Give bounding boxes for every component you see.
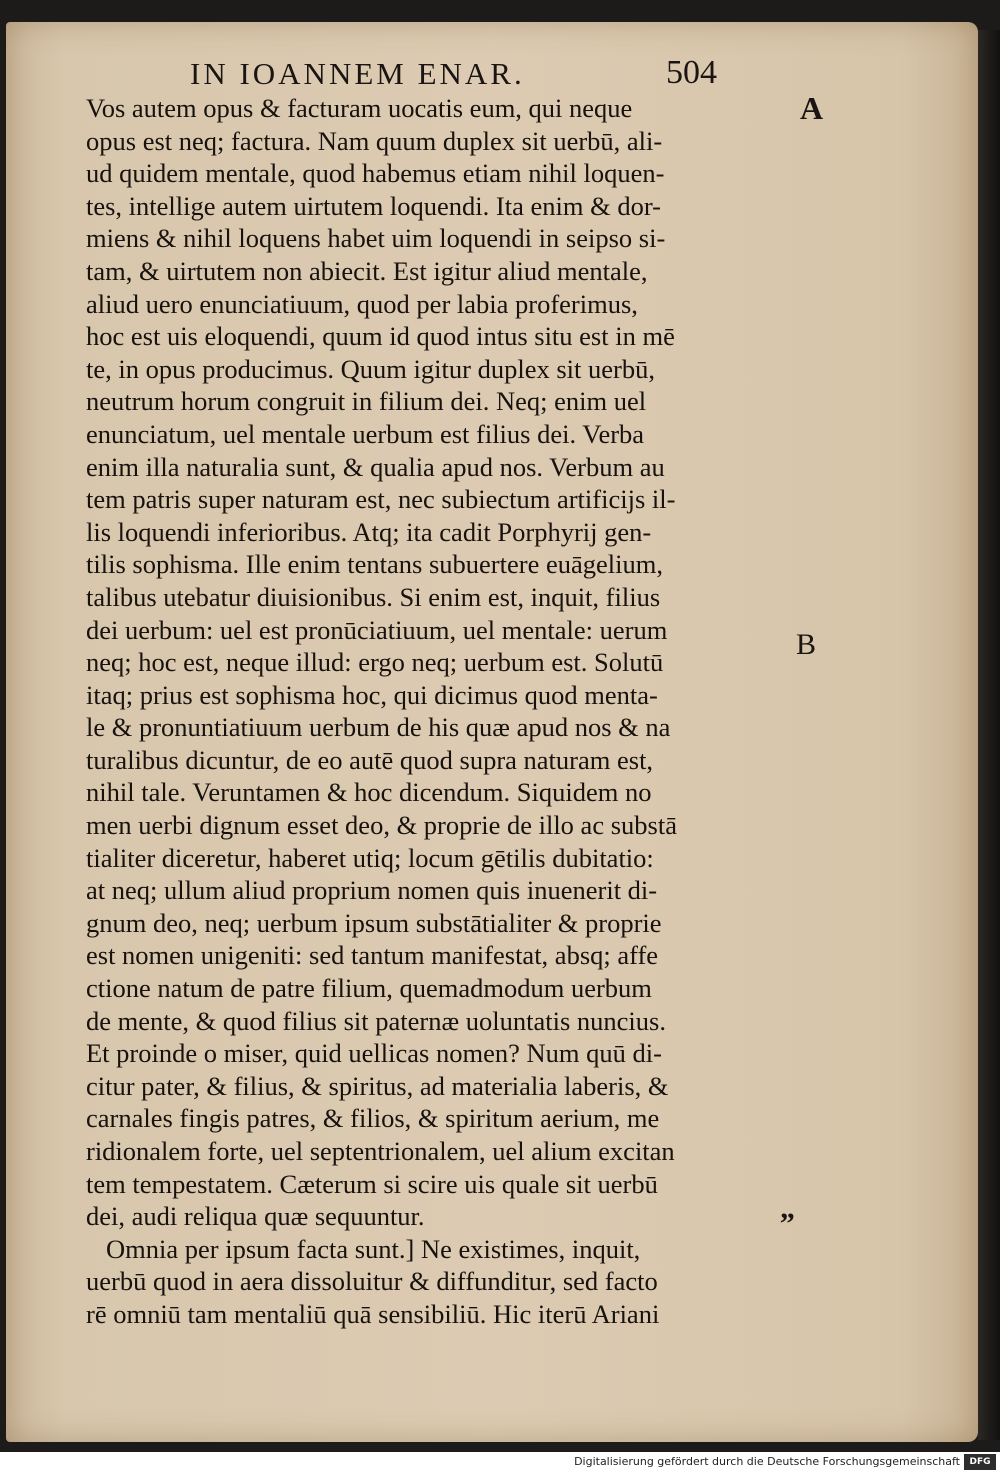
text-line: enim illa naturalia sunt, & qualia apud nos. Verbum au (86, 451, 665, 482)
margin-section-letter-b: B (796, 628, 817, 661)
text-line: talibus utebatur diuisionibus. Si enim est, inquit, filius (86, 581, 661, 612)
text-line: carnales fingis patres, & filios, & spiritum aerium, me (86, 1103, 660, 1134)
text-line: enunciatum, uel mentale uerbum est filius dei. Verba (86, 418, 645, 449)
footer-bar (0, 1452, 1000, 1474)
text-line: ridionalem forte, uel septentrionalem, uel alium excitan (86, 1136, 675, 1166)
text-line: neutrum horum congruit in filium dei. Neq; enim uel (86, 386, 647, 417)
running-title: IN IOANNEM ENAR. (190, 56, 525, 91)
text-line: tem patris super naturam est, nec subiectum artificijs il- (86, 484, 676, 515)
text-line: te, in opus producimus. Quum igitur duplex sit uerbū, (86, 353, 655, 384)
text-line: est nomen unigeniti: sed tantum manifestat, absq; affe (86, 940, 659, 971)
margin-quote-mark: „ (780, 1192, 795, 1225)
text-line: citur pater, & filius, & spiritus, ad materialia laberis, & (86, 1070, 669, 1101)
footer-credit: Digitalisierung gefördert durch die Deutsche Forschungsgemeinschaft (574, 1455, 960, 1468)
text-line: de mente, & quod filius sit paternæ uoluntatis nuncius. (86, 1005, 666, 1036)
text-line: gnum deo, neq; uerbum ipsum substātialiter & proprie (86, 907, 662, 938)
text-line: turalibus dicuntur, de eo autē quod supra naturam est, (86, 744, 654, 775)
margin-section-letter-a: A (800, 90, 824, 126)
text-line: tilis sophisma. Ille enim tentans subuertere euāgelium, (86, 549, 663, 580)
text-line: Et proinde o miser, quid uellicas nomen? Num quū di- (86, 1038, 662, 1069)
text-line: le & pronuntiatiuum uerbum de his quæ apud nos & na (86, 712, 671, 743)
text-line: neq; hoc est, neque illud: ergo neq; uerbum est. Solutū (86, 647, 664, 678)
text-line: itaq; prius est sophisma hoc, qui dicimus quod menta- (86, 679, 658, 710)
text-line: tes, intellige autem uirtutem loquendi. Ita enim & dor- (86, 190, 661, 221)
text-line: ud quidem mentale, quod habemus etiam nihil loquen- (86, 158, 665, 189)
text-line: Vos autem opus & facturam uocatis eum, qui neque (86, 93, 633, 123)
text-line: uerbū quod in aera dissoluitur & diffunditur, sed facto (86, 1266, 658, 1297)
text-line: at neq; ullum aliud proprium nomen quis inuenerit di- (86, 875, 658, 906)
body-text (86, 92, 786, 1331)
page-number: 504 (666, 54, 717, 91)
text-line: lis loquendi inferioribus. Atq; ita cadit Porphyrij gen- (86, 516, 652, 547)
text-line: aliud uero enunciatiuum, quod per labia proferimus, (86, 288, 638, 319)
text-line: tem tempestatem. Cæterum si scire uis quale sit uerbū (86, 1168, 658, 1199)
text-line: opus est neq; factura. Nam quum duplex sit uerbū, ali- (86, 125, 663, 156)
text-line: hoc est uis eloquendi, quum id quod intus situ est in mē (86, 321, 675, 352)
dfg-logo: DFG (964, 1454, 996, 1470)
text-line: dei, audi reliqua quæ sequuntur. (86, 1201, 425, 1232)
text-line: rē omniū tam mentaliū quā sensibiliū. Hic iterū Ariani (86, 1298, 660, 1329)
page-edge (978, 30, 1000, 1440)
text-line: miens & nihil loquens habet uim loquendi in seipso si- (86, 223, 666, 254)
text-line: dei uerbum: uel est pronūciatiuum, uel mentale: uerum (86, 614, 668, 645)
text-line: ctione natum de patre filium, quemadmodum uerbum (86, 973, 652, 1004)
text-line: Omnia per ipsum facta sunt.] Ne existimes, inquit, (106, 1233, 641, 1264)
text-line: tialiter diceretur, haberet utiq; locum gētilis dubitatio: (86, 842, 654, 873)
text-line: nihil tale. Veruntamen & hoc dicendum. Siquidem no (86, 777, 652, 808)
text-line: men uerbi dignum esset deo, & proprie de illo ac substā (86, 810, 677, 841)
text-line: tam, & uirtutem non abiecit. Est igitur aliud mentale, (86, 255, 648, 286)
